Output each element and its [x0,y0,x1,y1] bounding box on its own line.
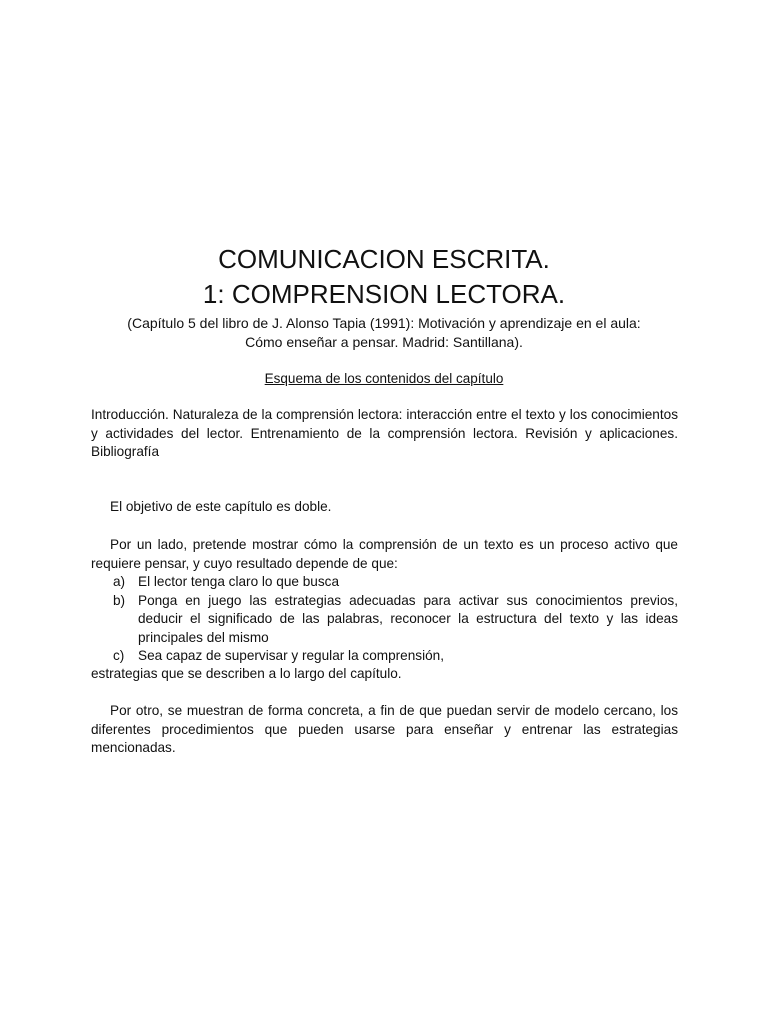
list-item [91,592,678,648]
document-title-line-2: 1: COMPRENSION LECTORA. [202,279,566,309]
paragraph-objective: El objetivo de este capítulo es doble. [110,499,332,514]
document-title-line-1: COMUNICACION ESCRITA. [218,244,550,274]
citation-line-2: Cómo enseñar a pensar. Madrid: Santillana). [245,334,523,350]
list-item-text: Ponga en juego las estrategias adecuadas para activar sus conocimientos previos, deducir el significado de las palabras, reconocer la estructura del texto y las ideas principales del mismo [138,592,678,645]
list-marker: a) [113,574,126,589]
intro-paragraph: Introducción. Naturaleza de la comprensión lectora: interacción entre el texto y los conocimientos y actividades del lector. Entrenamiento de la comprensión lectora. Revisión y aplicaciones. Bibliografía [91,407,678,459]
list-item-text: El lector tenga claro lo que busca [138,574,340,589]
list-item-text: Sea capaz de supervisar y regular la comprensión, [138,648,445,663]
list-marker: c) [113,648,125,663]
list-item [91,647,678,666]
scheme-heading: Esquema de los contenidos del capítulo [264,371,504,386]
citation-line-1: (Capítulo 5 del libro de J. Alonso Tapia (1991): Motivación y aprendizaje en el aula: [127,315,641,331]
paragraph-second-aim: Por otro, se muestran de forma concreta, a fin de que puedan servir de modelo cercano, los diferentes procedimientos que pueden usarse para enseñar y entrenar las estrategias mencionadas. [91,703,678,755]
list-item [91,573,678,592]
list-marker: b) [113,592,126,608]
paragraph-first-aim: Por un lado, pretende mostrar cómo la comprensión de un texto es un proceso activo que requiere pensar, y cuyo resultado depende de que: [91,537,678,571]
conditions-list [91,573,678,666]
citation [80,314,688,352]
paragraph-first-aim-tail: estrategias que se describen a lo largo del capítulo. [91,666,402,681]
